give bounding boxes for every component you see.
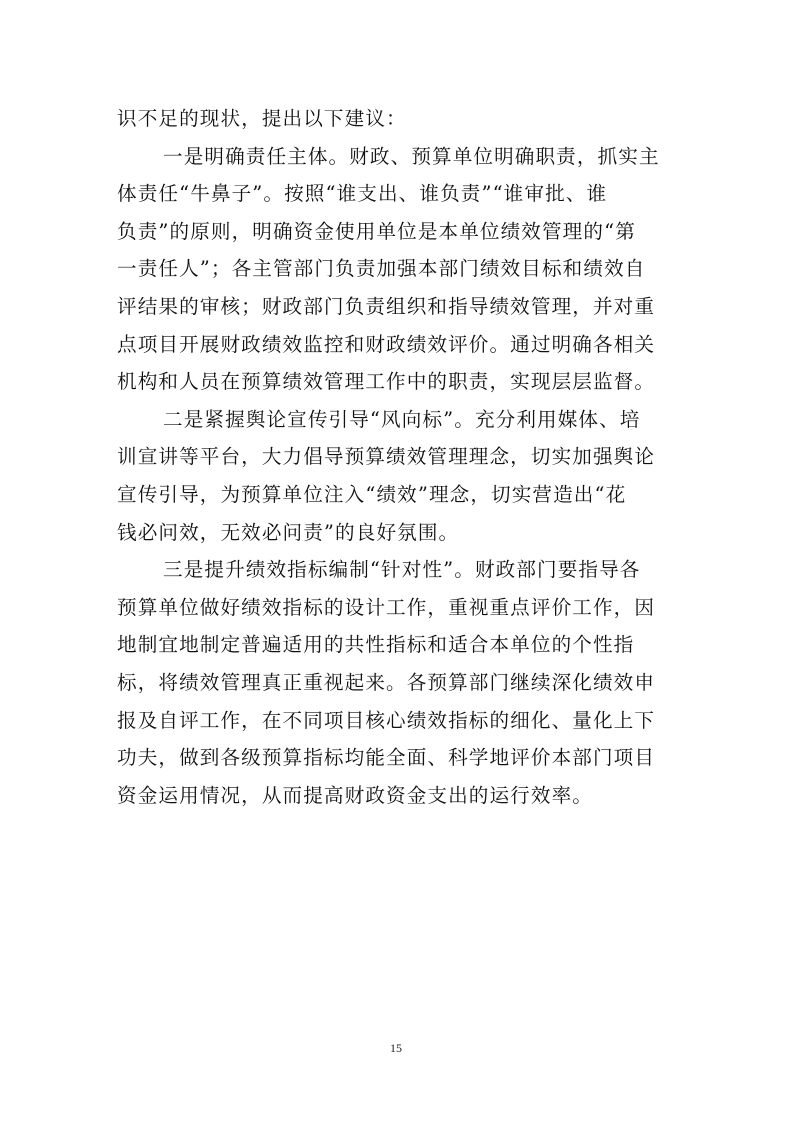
text-line: 功夫，做到各级预算指标均能全面、科学地评价本部门项目 [117,746,656,770]
text-line: 评结果的审核；财政部门负责组织和指导绩效管理，并对重 [117,294,656,318]
text-line: 体责任“牛鼻子”。按照“谁支出、谁负责”“谁审批、谁 [117,182,608,206]
text-line: 地制宜地制定普遍适用的共性指标和适合本单位的个性指 [117,633,635,657]
page-number: 15 [390,1041,402,1055]
text-line: 识不足的现状，提出以下建议： [117,107,407,130]
text-line: 资金运用情况，从而提高财政资金支出的运行效率。 [117,783,593,807]
text-line: 一责任人”；各主管部门负责加强本部门绩效目标和绩效自 [117,257,646,281]
text-line: 宣传引导，为预算单位注入“绩效”理念，切实营造出“花 [117,482,627,506]
body-text [117,100,682,814]
text-line: 机构和人员在预算绩效管理工作中的职责，实现层层监督。 [117,370,656,394]
text-line: 训宣讲等平台，大力倡导预算绩效管理理念，切实加强舆论 [117,445,656,469]
text-line: 负责”的原则，明确资金使用单位是本单位绩效管理的“第 [117,219,636,243]
text-line: 二是紧握舆论宣传引导“风向标”。充分利用媒体、培 [163,407,641,431]
text-line: 钱必问效，无效必问责”的良好氛围。 [117,520,460,544]
text-line: 点项目开展财政绩效监控和财政绩效评价。通过明确各相关 [117,332,656,356]
text-line: 标，将绩效管理真正重视起来。各预算部门继续深化绩效申 [117,670,656,694]
text-line: 三是提升绩效指标编制“针对性”。财政部门要指导各 [163,558,641,582]
text-line: 一是明确责任主体。财政、预算单位明确职责，抓实主 [163,144,660,168]
text-line: 报及自评工作，在不同项目核心绩效指标的细化、量化上下 [117,708,656,732]
text-line: 预算单位做好绩效指标的设计工作，重视重点评价工作，因 [117,595,656,619]
